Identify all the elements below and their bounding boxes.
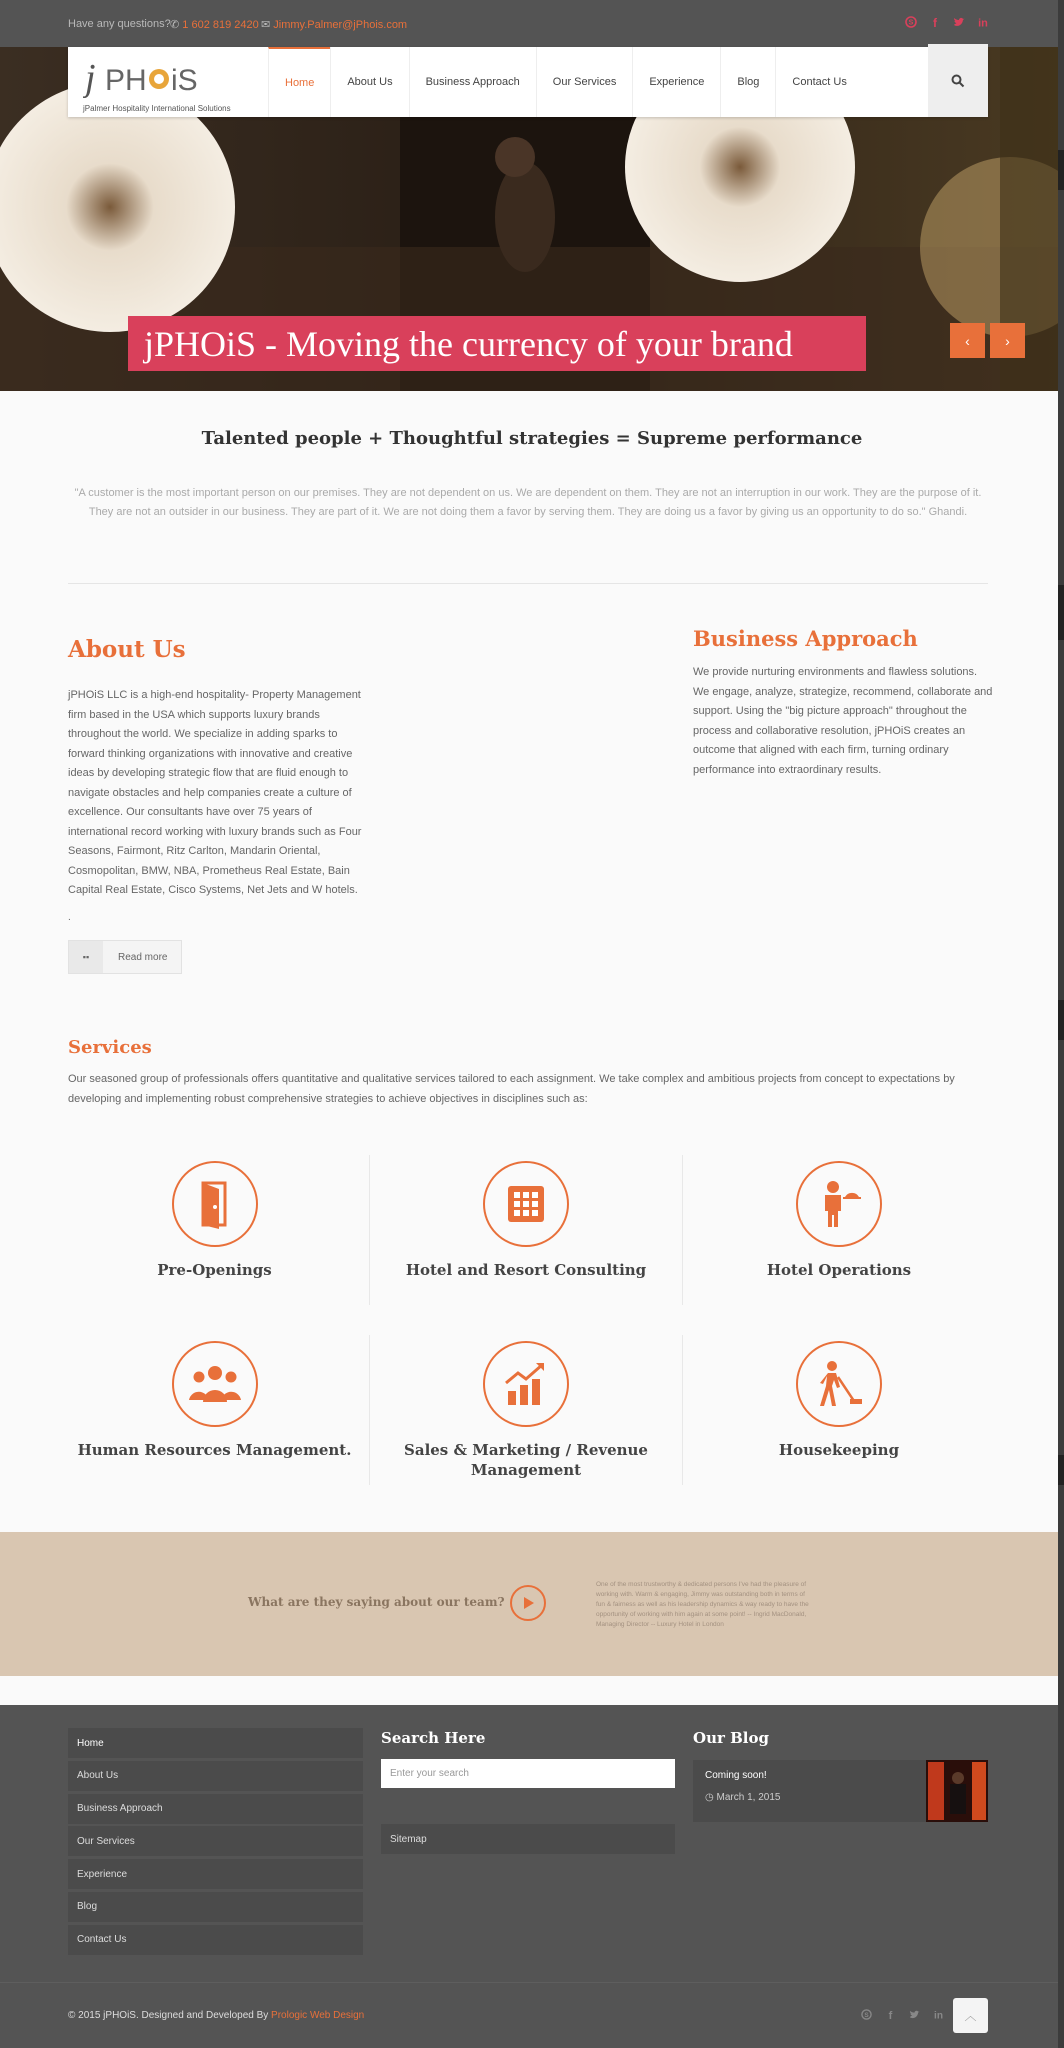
business-approach-text: We provide nurturing environments and flawless solutions. We engage, analyze, strategize, recommend, collaborate and support. Using the "big picture approach" throughout the process and collaborative resolution, jPHOiS creates an outcome that aligned with each firm, turning ordinary performance into extraordinary results. [693, 666, 993, 776]
business-approach-title: Business Approach [693, 626, 918, 651]
svg-text:j: j [85, 57, 96, 99]
footer [0, 1705, 1064, 2048]
about-title: About Us [68, 636, 186, 663]
service-label: Hotel Operations [766, 1261, 912, 1279]
nav-about-us[interactable]: About Us [330, 47, 408, 117]
scrollbar-thumb[interactable] [1058, 150, 1064, 190]
service-card[interactable] [58, 1335, 371, 1485]
nav-business-approach[interactable]: Business Approach [409, 47, 536, 117]
footer-link-experience[interactable]: Experience [68, 1859, 363, 1889]
twitter-icon[interactable] [909, 2007, 920, 2025]
svg-text:in: in [934, 2010, 943, 2020]
intro-quote: "A customer is the most important person on our premises. They are not dependent on us. We are dependent on them. They are not an interruption in our work. They are the purpose of it. They are not an outsider in our business. They are part of it. We are not doing them a favor by serving them. They are doing us a favor by giving us an opportunity to do so." Ghandi. [74, 487, 982, 518]
copyright: © 2015 jPHOiS. Designed and Developed By Prologic Web Design [68, 2010, 365, 2021]
nav-search-button[interactable] [928, 44, 988, 117]
testimonial-text: One of the most trustworthy & dedicated persons I've had the pleasure of working with. Warm & engaging, Jimmy was outstanding both in terms of fun & fairness as well as his leadership dynamics & way ready to have the opportunity of working with him again at some point! -- Ingrid MacDonald, Managing Director -- Luxury Hotel in London [596, 1581, 809, 1628]
chart-icon [483, 1341, 569, 1427]
skype-icon[interactable] [904, 15, 917, 28]
footer-link-business-approach[interactable]: Business Approach [68, 1794, 363, 1824]
slider-next-button[interactable] [990, 323, 1025, 358]
footer-menu [68, 1728, 363, 1958]
service-label: Human Resources Management. [77, 1441, 352, 1459]
about-text: jPHOiS LLC is a high-end hospitality- Property Management firm based in the USA which supports luxury brands throughout the world. We specialize in adding sparks to forward thinking organizations with innovative and creative ideas by developing strategic flow that are fluid enough to navigate obstacles and help companies create a culture of excellence. Our consultants have over 75 years of international record working with luxury brands such as Four Seasons, Fairmont, Ritz Carlton, Mandarin Oriental, Cosmopolitan, BMW, NBA, Prometheus Real Estate, Bain Capital Real Estate, Cisco Systems, Net Jets and W hotels. [68, 689, 362, 896]
svg-text:S: S [864, 2011, 869, 2019]
play-icon [521, 1596, 535, 1610]
footer-link-our-services[interactable]: Our Services [68, 1826, 363, 1856]
nav-experience[interactable]: Experience [632, 47, 720, 117]
footer-blog-title: Our Blog [693, 1729, 769, 1747]
back-to-top-button[interactable] [953, 1998, 988, 2033]
testimonial-band [0, 1532, 1064, 1676]
services-title: Services [68, 1037, 152, 1058]
building-icon [483, 1161, 569, 1247]
logo[interactable] [83, 52, 253, 112]
service-label: Pre-Openings [157, 1261, 272, 1279]
chevron-right-icon: › [1005, 332, 1010, 349]
service-label: Sales & Marketing / Revenue Management [404, 1441, 648, 1479]
social-links [904, 15, 989, 28]
phone-link[interactable]: ✆ 1 602 819 2420 [170, 19, 259, 31]
blog-post-card[interactable] [693, 1760, 988, 1822]
mail-icon: ✉ [261, 19, 274, 31]
questions-label: Have any questions? [68, 18, 171, 30]
footer-search-title: Search Here [381, 1729, 486, 1747]
search-icon [951, 74, 965, 88]
footer-divider [0, 1982, 1064, 1983]
people-icon [172, 1341, 258, 1427]
footer-social-links [861, 2007, 944, 2025]
vacuum-icon [796, 1341, 882, 1427]
nav-contact-us[interactable]: Contact Us [775, 47, 862, 117]
svg-text:iS: iS [171, 64, 198, 97]
service-label: Housekeeping [778, 1441, 900, 1459]
svg-text:PH: PH [105, 64, 147, 97]
service-card[interactable] [58, 1155, 371, 1305]
services-text: Our seasoned group of professionals offers quantitative and qualitative services tailored to each assignment. We take complex and ambitious projects from concept to expectations by developing and implementing robust comprehensive strategies to achieve objectives in disciplines such as: [68, 1073, 955, 1105]
read-more-button[interactable] [68, 940, 182, 974]
nav-blog[interactable]: Blog [720, 47, 775, 117]
service-label: Hotel and Resort Consulting [405, 1261, 647, 1279]
service-card[interactable] [682, 1155, 995, 1305]
svg-text:in: in [977, 17, 988, 28]
phone-icon: ✆ [170, 19, 183, 31]
linkedin-icon[interactable] [976, 15, 989, 28]
service-card[interactable] [682, 1335, 995, 1485]
nav-home[interactable]: Home [268, 47, 330, 117]
footer-search-input[interactable]: Enter your search [381, 1759, 675, 1788]
footer-link-home[interactable]: Home [68, 1728, 363, 1758]
footer-link-contact-us[interactable]: Contact Us [68, 1925, 363, 1955]
hero-caption: jPHOiS - Moving the currency of your brand [128, 316, 866, 371]
sitemap-link[interactable]: Sitemap [381, 1824, 675, 1854]
door-icon [172, 1161, 258, 1247]
svg-text:f: f [888, 2010, 893, 2020]
chevron-left-icon: ‹ [965, 332, 970, 349]
intro-heading: Talented people + Thoughtful strategies = Supreme performance [201, 428, 863, 449]
nav-our-services[interactable]: Our Services [536, 47, 633, 117]
scrollbar-thumb[interactable] [1058, 1000, 1064, 1040]
waiter-icon [796, 1161, 882, 1247]
linkedin-icon[interactable] [933, 2007, 944, 2025]
chevron-up-icon: ︿ [964, 2009, 977, 2023]
facebook-icon[interactable] [928, 15, 941, 28]
read-more-label: Read more [118, 951, 168, 963]
nav-menu [268, 47, 863, 117]
service-card[interactable] [369, 1155, 682, 1305]
svg-text:S: S [908, 19, 913, 26]
divider [68, 583, 988, 584]
about-dot: . [68, 912, 71, 923]
testimonial-question: What are they saying about our team? [248, 1595, 505, 1609]
developer-link[interactable]: Prologic Web Design [271, 2010, 365, 2021]
blog-post-title[interactable]: Coming soon! [705, 1770, 767, 1781]
email-link[interactable]: ✉ Jimmy.Palmer@jPhois.com [261, 19, 408, 31]
main-navbar [68, 47, 988, 117]
footer-link-about-us[interactable]: About Us [68, 1761, 363, 1791]
blog-post-thumbnail[interactable] [926, 1760, 988, 1822]
twitter-icon[interactable] [952, 15, 965, 28]
svg-text:f: f [932, 15, 937, 28]
facebook-icon[interactable] [885, 2007, 896, 2025]
blog-post-date: ◷ March 1, 2015 [705, 1792, 781, 1803]
skype-icon[interactable] [861, 2007, 872, 2025]
grid-icon: ▪▪ [69, 941, 103, 973]
play-button[interactable] [510, 1585, 546, 1621]
logo-tagline: jPalmer Hospitality International Solutions [83, 104, 231, 113]
scrollbar-thumb[interactable] [1058, 1455, 1064, 1485]
footer-link-blog[interactable]: Blog [68, 1892, 363, 1922]
scrollbar-thumb[interactable] [1058, 585, 1064, 640]
clock-icon: ◷ [705, 1792, 717, 1803]
service-card[interactable] [369, 1335, 682, 1485]
top-bar [0, 0, 1064, 47]
slider-prev-button[interactable] [950, 323, 985, 358]
scrollbar[interactable] [1058, 0, 1064, 2048]
logo-mark [83, 52, 253, 102]
